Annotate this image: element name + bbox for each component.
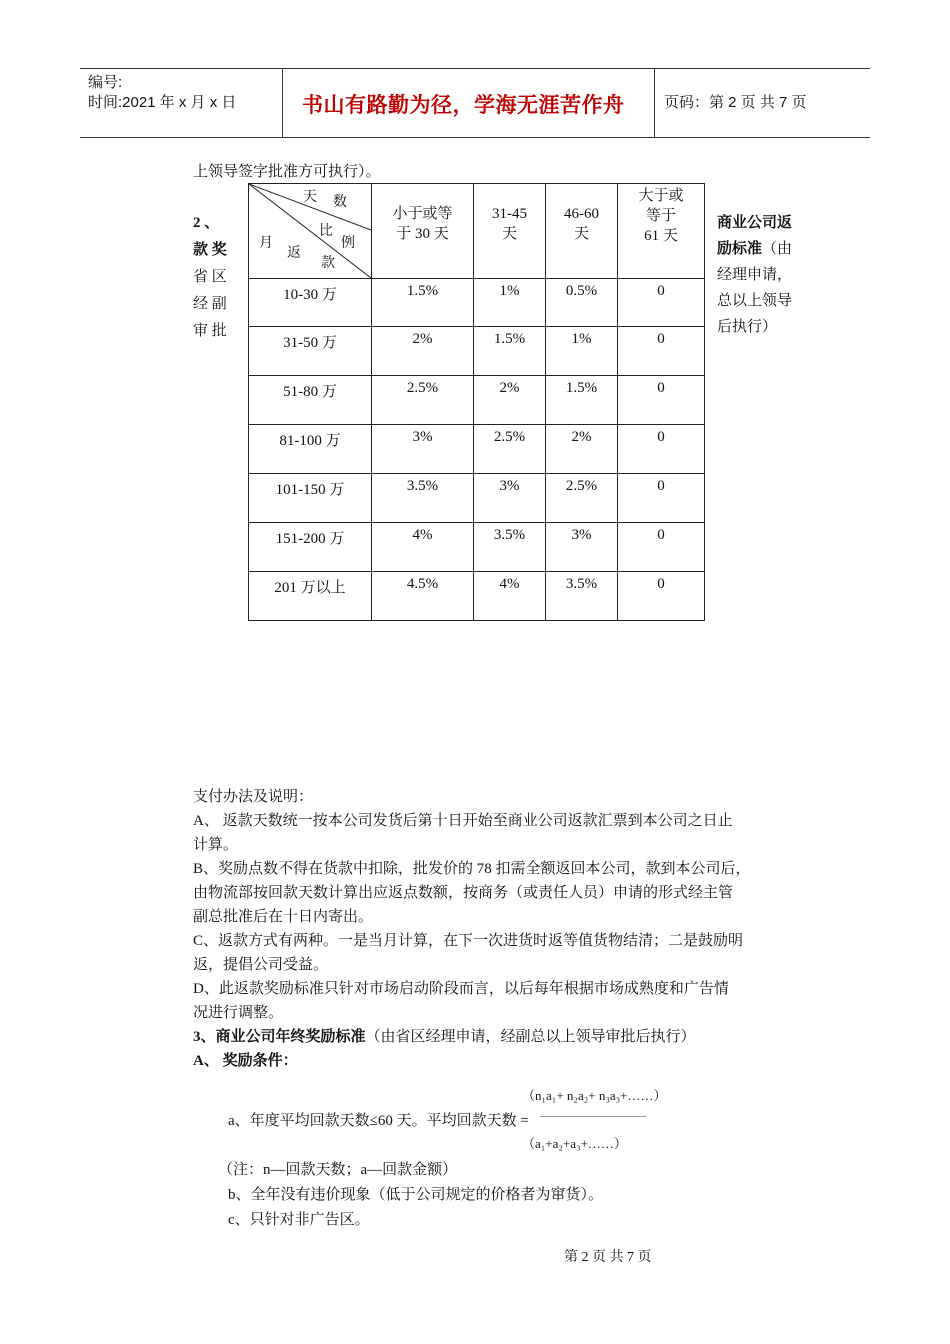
column-header-46-60 — [546, 184, 618, 279]
left-label-line: 2 、 — [193, 215, 220, 231]
cell-value: 1.5% — [372, 279, 474, 327]
document-number-label: 编号: — [88, 74, 123, 91]
cell-value: 4.5% — [372, 572, 474, 621]
document-time-label: 时间:2021 年 x 月 x 日 — [88, 94, 237, 111]
page-header — [80, 68, 870, 138]
cell-value: 0 — [618, 327, 705, 376]
column-header-line: 小于或等 — [392, 206, 453, 222]
corner-days: 数 — [333, 195, 347, 210]
condition-b: b、全年没有违价现象（低于公司规定的价格者为窜货）。 — [228, 1187, 604, 1203]
section3-a-label: A、 奖励条件： — [193, 1053, 298, 1069]
column-header-line: 等于 — [645, 208, 676, 224]
payment-item-a: A、 返款天数统一按本公司发货后第十日开始至商业公司返款汇票到本公司之日止 — [193, 813, 733, 829]
formula-fraction-bar — [540, 1116, 646, 1117]
payment-title: 支付办法及说明： — [193, 789, 314, 805]
cell-value: 3.5% — [474, 523, 546, 572]
column-header-line: 46-60 — [564, 206, 599, 222]
cell-value: 3.5% — [372, 474, 474, 523]
cell-value: 1% — [546, 327, 618, 376]
column-header-line: 61 天 — [644, 228, 678, 244]
column-header-line: 天 — [573, 226, 589, 242]
right-note-line: 总以上领导 — [717, 293, 793, 309]
cell-value: 0 — [618, 572, 705, 621]
formula-note: （注：n—回款天数；a—回款金额） — [218, 1162, 458, 1178]
cell-value: 3% — [372, 425, 474, 474]
row-range: 151-200 万 — [249, 523, 372, 572]
cell-value: 0 — [618, 474, 705, 523]
table-row — [249, 279, 705, 327]
cell-value: 2% — [474, 376, 546, 425]
payment-item-d: D、此返款奖励标准只针对市场启动阶段而言，以后每年根据市场成熟度和广告情 — [193, 981, 729, 997]
cell-value: 1% — [474, 279, 546, 327]
left-label-line: 省 区 — [193, 269, 227, 285]
cell-value: 0 — [618, 376, 705, 425]
cell-value: 3.5% — [546, 572, 618, 621]
cell-value: 2% — [372, 327, 474, 376]
column-header-line: 天 — [501, 226, 517, 242]
corner-ratio: 比 — [319, 224, 333, 239]
row-range: 10-30 万 — [249, 279, 372, 327]
table-row — [249, 572, 705, 621]
table-row — [249, 376, 705, 425]
right-note-line: 后执行） — [717, 319, 778, 335]
corner-month: 月 — [259, 236, 273, 251]
corner-rebate: 返 — [287, 246, 301, 261]
condition-c: c、只针对非广告区。 — [228, 1212, 370, 1228]
row-range: 51-80 万 — [249, 376, 372, 425]
formula-numerator: （n₁a₁+ n₂a₂+ n₃a₃+……） — [522, 1088, 667, 1103]
table-corner-cell — [249, 184, 372, 279]
section3-title: 3、商业公司年终奖励标准 — [193, 1029, 366, 1045]
payment-item-d: 况进行调整。 — [193, 1005, 284, 1021]
rebate-table — [248, 183, 705, 621]
cell-value: 3% — [546, 523, 618, 572]
column-header-over-61 — [618, 184, 705, 279]
column-header-line: 大于或 — [638, 188, 684, 204]
header-divider — [282, 69, 283, 137]
payment-item-b: 副总批准后在十日内寄出。 — [193, 909, 374, 925]
cell-value: 0 — [618, 425, 705, 474]
cell-value: 2.5% — [474, 425, 546, 474]
cell-value: 4% — [372, 523, 474, 572]
page-footer: 第 2 页 共 7 页 — [564, 1250, 652, 1265]
header-meta — [88, 73, 236, 113]
right-title-line: 商业公司返 — [717, 215, 793, 231]
left-label-line: 经 副 — [193, 296, 227, 312]
corner-ratio: 例 — [341, 236, 355, 251]
cell-value: 1.5% — [474, 327, 546, 376]
cell-value: 0.5% — [546, 279, 618, 327]
intro-line: 上领导签字批准方可执行）。 — [193, 164, 381, 180]
left-label-line: 审 批 — [193, 323, 227, 339]
right-note-line: 经理申请， — [717, 267, 793, 283]
left-label-line: 款 奖 — [193, 242, 227, 258]
column-header-31-45 — [474, 184, 546, 279]
section3-note: （由省区经理申请，经副总以上领导审批后执行） — [365, 1029, 696, 1045]
payment-item-b: 由物流部按回款天数计算出应返点数额，按商务（或责任人员）申请的形式经主管 — [193, 885, 734, 901]
table-row — [249, 523, 705, 572]
right-note-inline: （由 — [762, 241, 793, 257]
cell-value: 1.5% — [546, 376, 618, 425]
payment-item-a: 计算。 — [193, 837, 239, 853]
table-row — [249, 327, 705, 376]
header-divider — [654, 69, 655, 137]
table-row — [249, 425, 705, 474]
cell-value: 0 — [618, 523, 705, 572]
table-row — [249, 474, 705, 523]
row-range: 201 万以上 — [249, 572, 372, 621]
section3-heading — [193, 1025, 823, 1049]
cell-value: 2% — [546, 425, 618, 474]
cell-value: 0 — [618, 279, 705, 327]
row-range: 31-50 万 — [249, 327, 372, 376]
formula-denominator: （a₁+a₂+a₃+……） — [522, 1136, 627, 1151]
condition-a: a、年度平均回款天数≤60 天。平均回款天数 = — [228, 1113, 529, 1129]
corner-rebate: 款 — [321, 256, 335, 271]
row-range: 81-100 万 — [249, 425, 372, 474]
header-page-number: 页码：第 2 页 共 7 页 — [664, 94, 807, 111]
cell-value: 2.5% — [372, 376, 474, 425]
cell-value: 4% — [474, 572, 546, 621]
section2-left-label — [193, 210, 235, 345]
payment-item-c: 返，提倡公司受益。 — [193, 957, 329, 973]
cell-value: 3% — [474, 474, 546, 523]
table-header-row — [249, 184, 705, 279]
payment-item-b: B、奖励点数不得在货款中扣除，批发价的 78 扣需全额返回本公司，款到本公司后， — [193, 861, 751, 877]
column-header-under-30 — [372, 184, 474, 279]
cell-value: 2.5% — [546, 474, 618, 523]
corner-days: 天 — [303, 190, 317, 205]
row-range: 101-150 万 — [249, 474, 372, 523]
payment-item-c: C、返款方式有两种。一是当月计算，在下一次进货时返等值货物结清；二是鼓励明 — [193, 933, 744, 949]
right-title-line: 励标准 — [717, 241, 763, 257]
column-header-line: 31-45 — [492, 206, 527, 222]
column-header-line: 于 30 天 — [396, 226, 449, 242]
section2-right-label — [717, 210, 809, 340]
header-motto: 书山有路勤为径，学海无涯苦作舟 — [302, 94, 625, 117]
payment-section — [193, 785, 823, 1073]
